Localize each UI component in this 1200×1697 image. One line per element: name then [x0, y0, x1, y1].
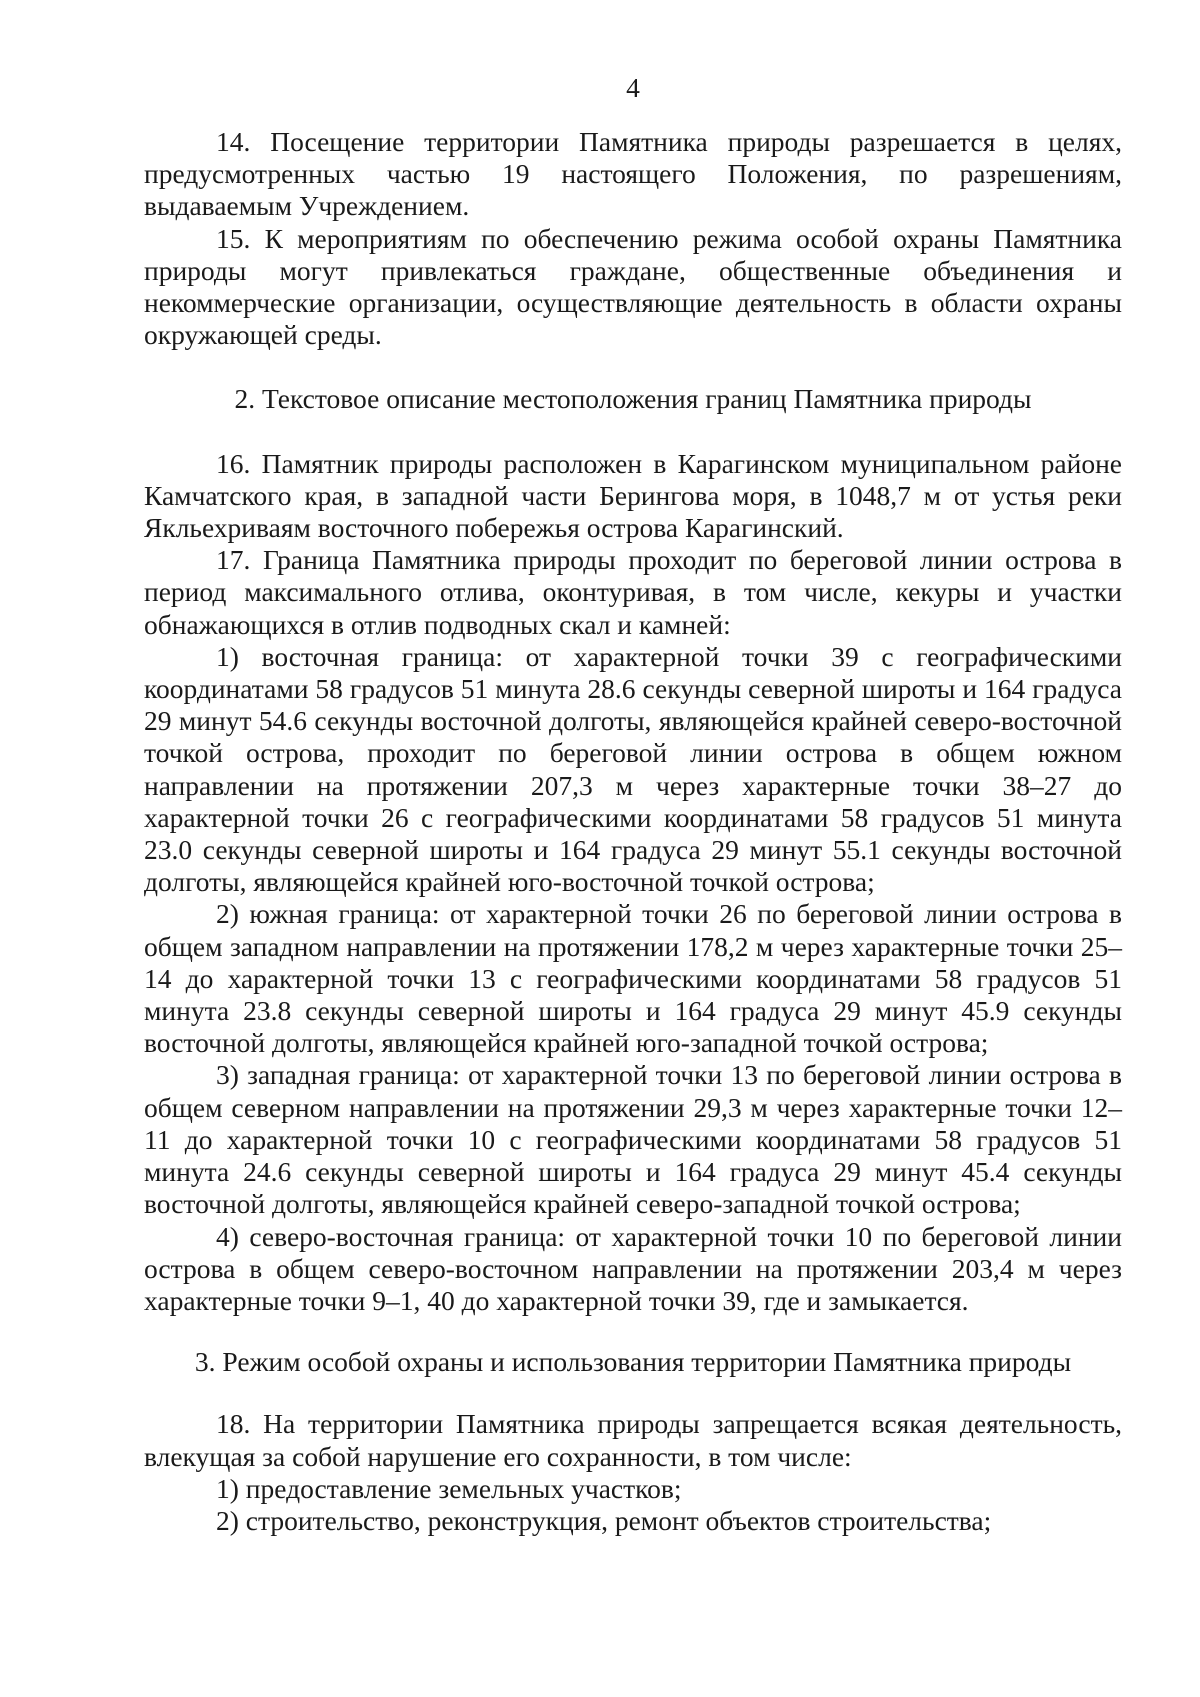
paragraph-15: 15. К мероприятиям по обеспечению режима особой охраны Памятника природы могут привлекаться граждане, общественные объединения и некоммерческие организации, осуществляющие деятельность в области охраны окружающей среды.: [144, 222, 1122, 351]
paragraph-17-item-3: 3) западная граница: от характерной точки 13 по береговой линии острова в общем северном направлении на протяжении 29,3 м через характерные точки 12–11 до характерной точки 10 с географическими координатами 58 градусов 51 минута 24.6 секунды северной широты и 164 градуса 29 минут 45.4 секунды восточной долготы, являющейся крайней северо-западной точкой острова;: [144, 1059, 1122, 1220]
paragraph-16: 16. Памятник природы расположен в Карагинском муниципальном районе Камчатского края, в западной части Берингова моря, в 1048,7 м от устья реки Якльехриваям восточного побережья острова Карагинский.: [144, 447, 1122, 544]
paragraph-14: 14. Посещение территории Памятника природы разрешается в целях, предусмотренных частью 19 настоящего Положения, по разрешениям, выдаваемым Учреждением.: [144, 126, 1122, 222]
paragraph-18: 18. На территории Памятника природы запрещается всякая деятельность, влекущая за собой нарушение его сохранности, в том числе:: [144, 1408, 1122, 1472]
paragraph-18-item-1: 1) предоставление земельных участков;: [216, 1472, 682, 1504]
section-heading-3: 3. Режим особой охраны и использования территории Памятника природы: [194, 1346, 1072, 1378]
paragraph-17: 17. Граница Памятника природы проходит по береговой линии острова в период максимального отлива, оконтуривая, в том числе, кекуры и участки обнажающихся в отлив подводных скал и камней:: [144, 544, 1122, 640]
section-heading-2: 2. Текстовое описание местоположения границ Памятника природы: [234, 383, 1032, 415]
paragraph-17-item-2: 2) южная граница: от характерной точки 26 по береговой линии острова в общем западном направлении на протяжении 178,2 м через характерные точки 25–14 до характерной точки 13 с географическими координатами 58 градусов 51 минута 23.8 секунды северной широты и 164 градуса 29 минут 45.9 секунды восточной долготы, являющейся крайней юго-западной точкой острова;: [144, 898, 1122, 1059]
paragraph-17-item-4: 4) северо-восточная граница: от характерной точки 10 по береговой линии острова в общем северо-восточном направлении на протяжении 203,4 м через характерные точки 9–1, 40 до характерной точки 39, где и замыкается.: [144, 1220, 1122, 1316]
paragraph-17-item-1: 1) восточная граница: от характерной точки 39 с географическими координатами 58 градусов 51 минута 28.6 секунды северной широты и 164 градуса 29 минут 54.6 секунды восточной долготы, являющейся крайней северо-восточной точкой острова, проходит по береговой линии острова в общем южном направлении на протяжении 207,3 м через характерные точки 38–27 до характерной точки 26 с географическими координатами 58 градусов 51 минута 23.0 секунды северной широты и 164 градуса 29 минут 55.1 секунды восточной долготы, являющейся крайней юго-восточной точкой острова;: [144, 640, 1122, 898]
document-body: [144, 126, 1122, 1537]
paragraph-18-item-2: 2) строительство, реконструкция, ремонт объектов строительства;: [216, 1504, 992, 1536]
page-number: 4: [626, 72, 640, 103]
